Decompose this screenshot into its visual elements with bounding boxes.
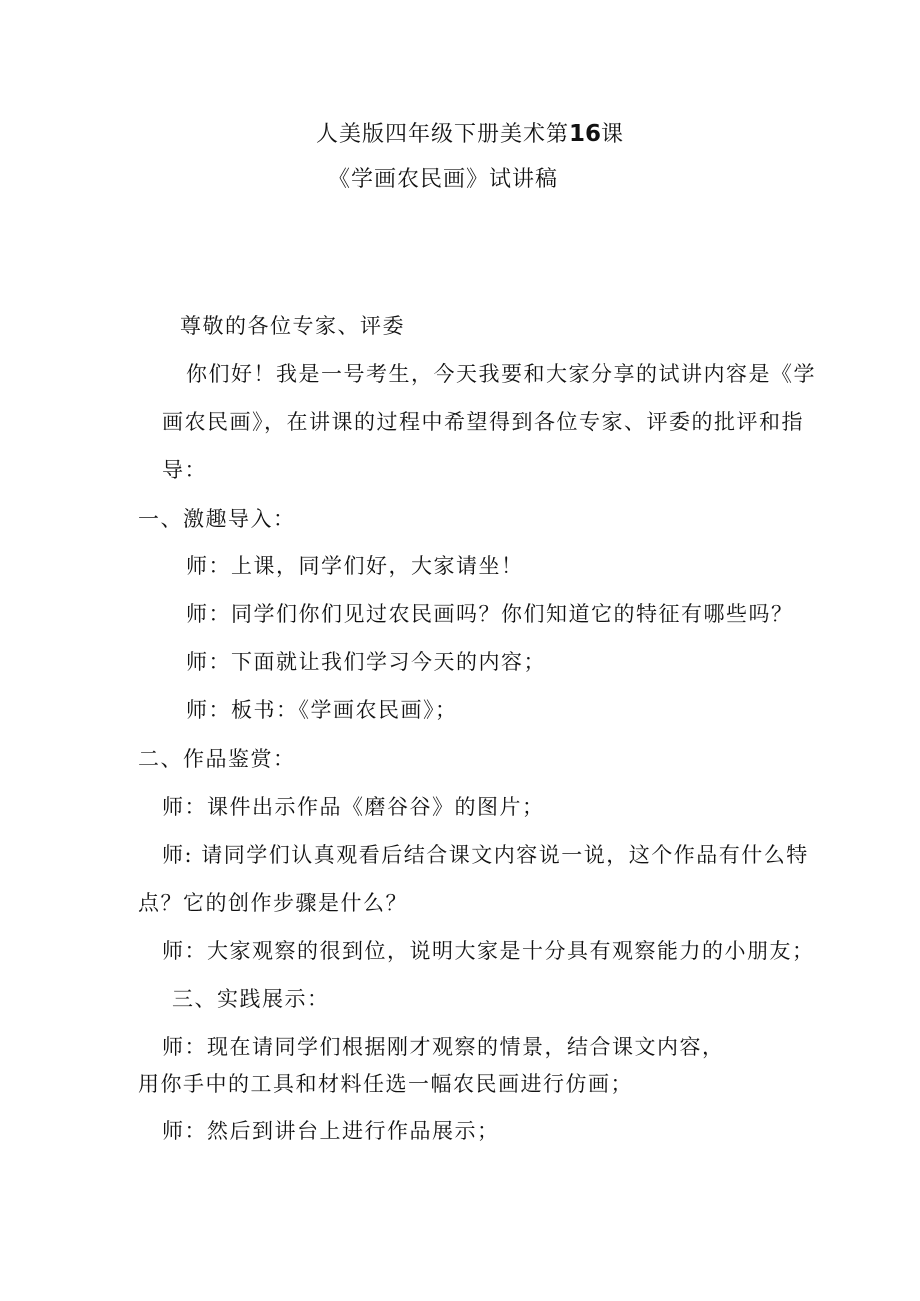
title-line-1: [316, 120, 624, 149]
title-suffix: 课: [601, 122, 625, 147]
intro-line-3: 导：: [162, 458, 207, 482]
section-1-line-4: 师：板书：《学画农民画》；: [186, 698, 458, 722]
intro-line-1: 你们好！我是一号考生，今天我要和大家分享的试讲内容是《学: [186, 362, 816, 386]
section-2-line-4: 师：大家观察的很到位，说明大家是十分具有观察能力的小朋友；: [162, 939, 815, 963]
section-1-line-1: 师：上课，同学们好，大家请坐！: [186, 554, 524, 578]
title-line-2: 《学画农民画》试讲稿: [328, 167, 559, 192]
section-2-line-1: 师：课件出示作品《磨谷谷》的图片；: [162, 795, 545, 819]
section-1-line-2: 师：同学们你们见过农民画吗？你们知道它的特征有哪些吗？: [186, 602, 794, 626]
section-1-line-3: 师：下面就让我们学习今天的内容；: [186, 650, 546, 674]
intro-line-2: 画农民画》，在讲课的过程中希望得到各位专家、评委的批评和指: [162, 410, 804, 434]
section-3-heading: 三、实践展示：: [172, 987, 330, 1011]
section-2-heading: 二、作品鉴赏：: [138, 747, 296, 771]
section-1-heading: 一、激趣导入：: [138, 507, 296, 531]
lesson-number: 16: [569, 121, 602, 147]
section-3-line-2: 用你手中的工具和材料任选一幅农民画进行仿画；: [138, 1072, 633, 1096]
section-3-line-1: 师：现在请同学们根据刚才观察的情景，结合课文内容，: [162, 1035, 725, 1059]
greeting: 尊敬的各位专家、评委: [180, 314, 405, 338]
section-3-line-3: 师：然后到讲台上进行作品展示；: [162, 1119, 500, 1143]
section-2-line-3: 点？它的创作步骤是什么？: [138, 891, 408, 915]
title-prefix: 人美版四年级下册美术第: [316, 122, 570, 147]
section-2-line-2: 师: 请同学们认真观看后结合课文内容说一说，这个作品有什么特: [162, 843, 809, 867]
